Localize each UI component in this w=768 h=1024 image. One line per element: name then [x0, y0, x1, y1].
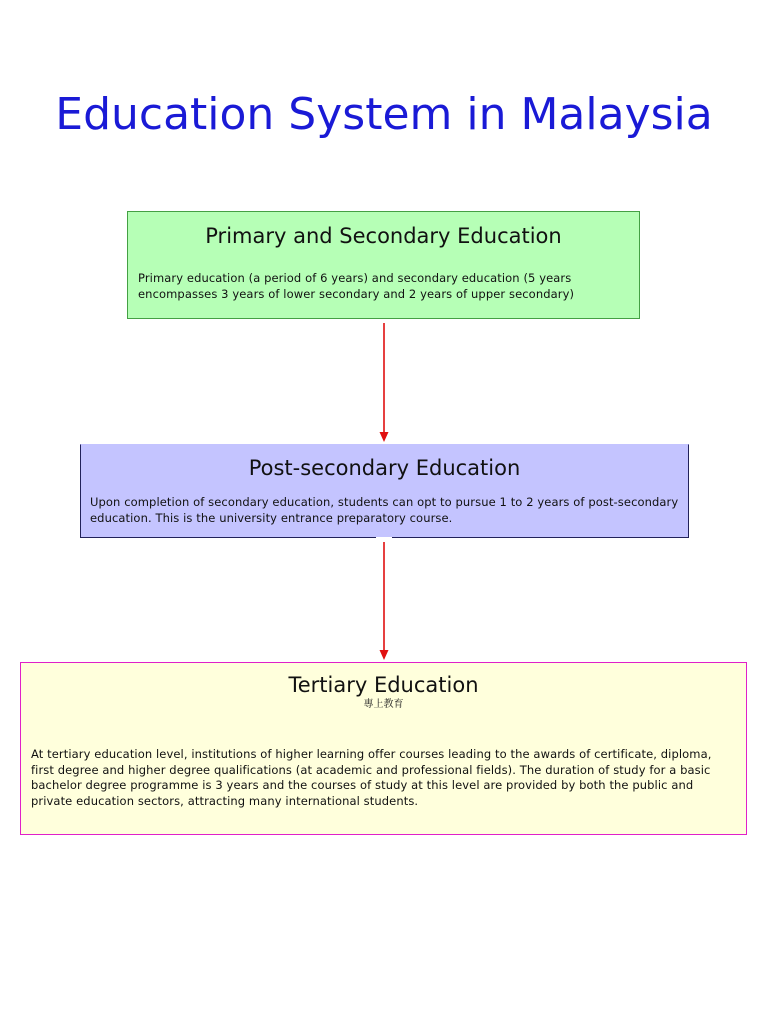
post-secondary-heading: Post-secondary Education	[248, 456, 521, 480]
arrow-primary-to-post-secondary	[380, 323, 389, 442]
arrow-head-icon	[380, 432, 389, 442]
arrow-head-icon	[380, 650, 389, 660]
post-secondary-box	[80, 444, 689, 538]
tertiary-chinese-subheading: 專上教育	[363, 699, 404, 710]
tertiary-box	[20, 662, 747, 835]
tertiary-description: At tertiary education level, institutions of higher learning offer courses leading to the awards of certificate, diploma, first degree and higher degree qualifications (at academic and professional fields). The duration of study for a basic bachelor degree programme is 3 years and the courses of study at this level are provided by both the public and private education sectors, attracting many international students.	[31, 747, 712, 808]
tertiary-heading: Tertiary Education	[288, 673, 479, 697]
page-title: Education System in Malaysia	[55, 89, 713, 140]
primary-secondary-box	[127, 211, 640, 319]
connector-gap	[376, 537, 392, 540]
arrow-post-secondary-to-tertiary	[380, 542, 389, 660]
primary-secondary-heading: Primary and Secondary Education	[205, 224, 562, 248]
post-secondary-description: Upon completion of secondary education, students can opt to pursue 1 to 2 years of post-secondary education. This is the university entrance preparatory course.	[90, 495, 679, 525]
primary-secondary-description: Primary education (a period of 6 years) and secondary education (5 years encompasses 3 years of lower secondary and 2 years of upper secondary)	[138, 271, 575, 301]
